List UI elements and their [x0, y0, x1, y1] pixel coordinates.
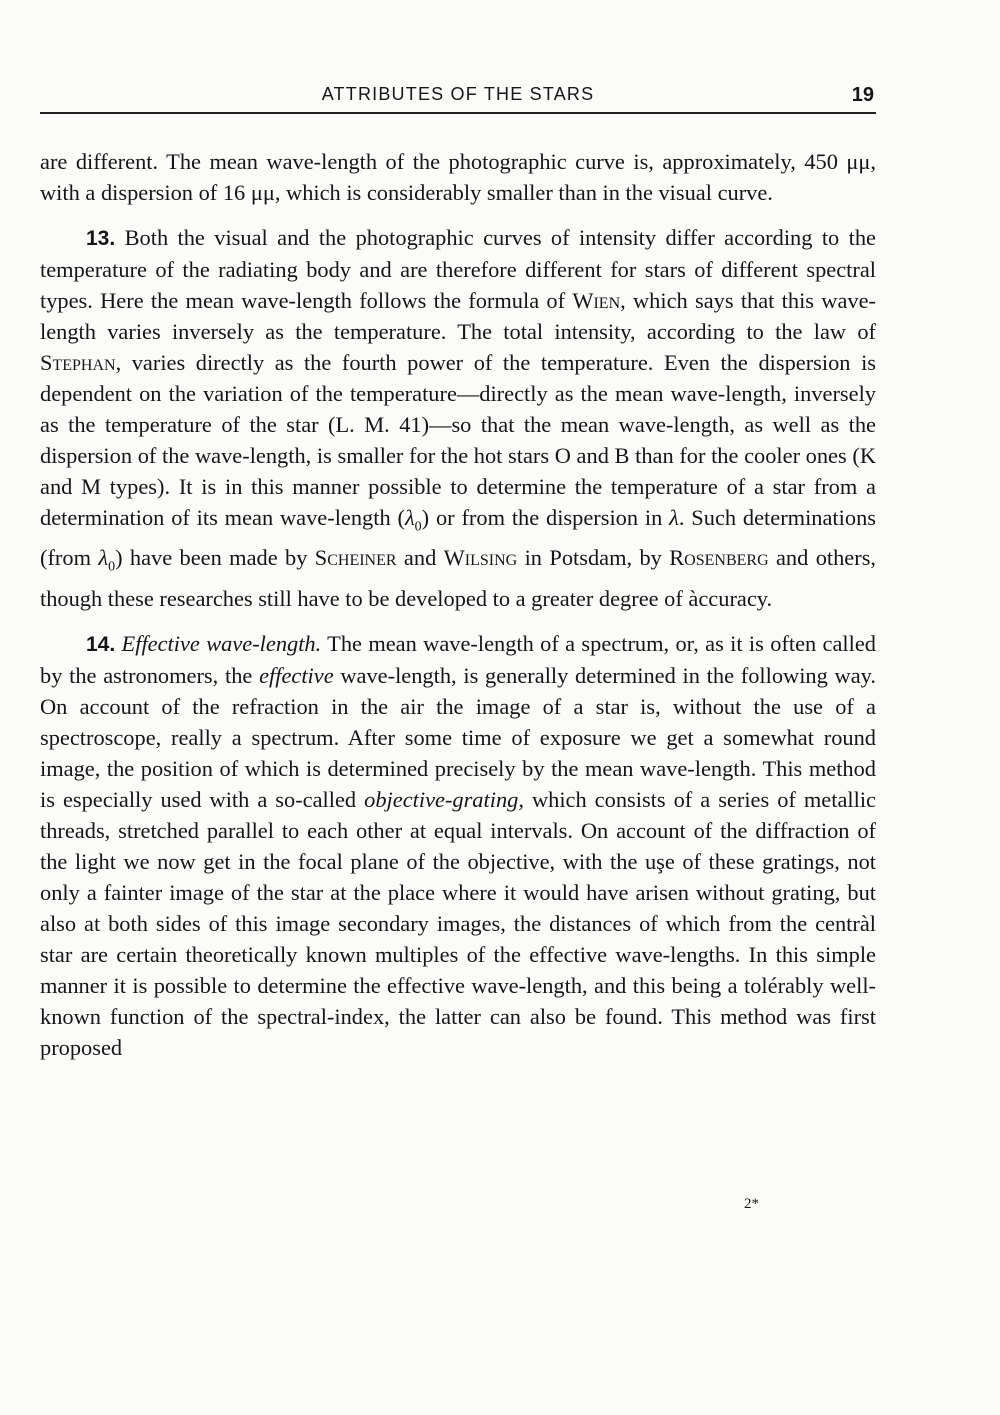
- body-text: [40, 146, 876, 1077]
- text-run: 0: [108, 559, 116, 575]
- text-run: which consists of a series of metallic threads, stretched parallel to each other at equal intervals. On account of the diffraction of the light we now get in the focal plane of the objective, with the uşe of these gratings, not only a fainter image of the star at the place where it would have arisen without grating, but also at both sides of this image secondary images, the distances of which from the centràl star are certain theoretically known multiples of the effective wave-lengths. In this simple manner it is possible to determine the effective wave-length, and this being a tolérably well-known function of the spectral-index, the latter can also be found. This method was first proposed: [40, 786, 876, 1060]
- text-run: objective-grating,: [364, 786, 524, 812]
- text-run: ) have been made by: [115, 545, 315, 571]
- section-number: 14.: [86, 632, 116, 656]
- running-head: ATTRIBUTES OF THE STARS: [321, 84, 595, 104]
- text-run: Stephan: [40, 350, 116, 375]
- text-run: Both the visual and the photographic curves of intensity differ according to the temperature of the radiating body and are therefore different for stars of different spectral types. Here the mean wave-length follows the formula of: [40, 225, 876, 313]
- text-run: , which says that this wave-length varies inversely as the temperature. The total intensity, according to the law of: [40, 288, 876, 344]
- text-run: and others, though these researches still have to be developed to a greater degree of àccuracy.: [40, 545, 877, 611]
- text-run: Wien: [572, 288, 621, 313]
- text-run: ) or from the dispersion in: [421, 505, 670, 530]
- page-number: 19: [851, 84, 874, 106]
- text-run: λ: [98, 545, 109, 571]
- text-run: in Potsdam, by: [517, 545, 670, 571]
- text-run: and: [396, 545, 444, 571]
- paragraph: [40, 628, 876, 1063]
- signature-mark: 2*: [744, 1196, 759, 1212]
- text-run: effective: [259, 662, 334, 688]
- text-run: Scheiner: [314, 545, 397, 571]
- paragraph: [40, 222, 876, 614]
- page-header: [40, 82, 876, 114]
- text-run: λ: [669, 505, 679, 530]
- text-run: Rosenberg: [669, 545, 769, 571]
- text-run: , varies directly as the fourth power of the temperature. Even the dispersion is dependent on the variation of the temperature—directly as the mean wave-length, inversely as the temperature of the star (L. M. 41)—so that the mean wave-length, as well as the dispersion of the wave-length, is smaller for the hot stars O and B than for the cooler ones (K and M types). It is in this manner possible to determine the temperature of a star from a determination of its mean wave-length (: [40, 350, 876, 530]
- text-run: 0: [414, 519, 422, 535]
- text-run: The mean wave-length of a spectrum, or, as it is often called by the astronomers, the: [40, 630, 876, 688]
- text-run: wave-length, is generally determined in the following way. On account of the refraction in the air the image of a star is, without the use of a spectroscope, really a spectrum. After some time of exposure we get a somewhat round image, the position of which is determined precisely by the mean wave-length. This method is especially used with a so-called: [40, 662, 876, 812]
- text-run: are different. The mean wave-length of the photographic curve is, approximately, 450 μμ, with a dispersion of 16 μμ, which is considerably smaller than in the visual curve.: [40, 149, 876, 205]
- text-run: Effective wave-length.: [121, 630, 322, 656]
- section-number: 13.: [86, 227, 116, 250]
- text-run: Wilsing: [443, 545, 518, 571]
- paragraph: [40, 146, 876, 208]
- text-run: λ: [404, 505, 415, 530]
- text-run: . Such determinations (from: [40, 505, 876, 571]
